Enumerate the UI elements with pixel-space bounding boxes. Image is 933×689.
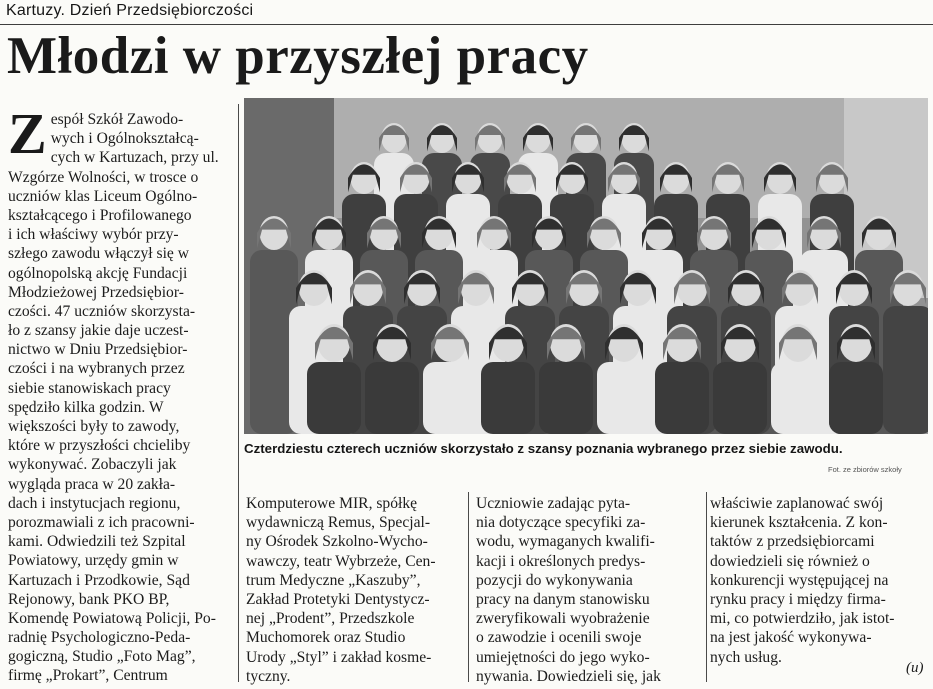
text-line: kierunek kształcenia. Z kon- — [710, 514, 888, 532]
text-line: umiejętności do jego wyko- — [476, 648, 650, 666]
column-1-text — [8, 101, 236, 686]
text-line: cych w Kartuzach, przy ul. — [50, 149, 219, 167]
text-line: Uczniowie zadając pyta- — [476, 495, 631, 512]
photo-overlay — [244, 98, 928, 434]
author-signature: (u) — [906, 660, 924, 676]
text-line: wodu, wymaganych kwalifi- — [476, 533, 655, 551]
text-line: Kartuzach i Przodkowie, Sąd — [8, 571, 190, 589]
text-line: Wzgórze Wolności, w trosce o — [8, 168, 199, 186]
photo-credit: Fot. ze zbiorów szkoły — [828, 465, 902, 474]
text-line: gogiczną, Studio „Foto Mag”, — [8, 648, 196, 666]
text-line: Komendę Powiatową Policji, Po- — [8, 609, 216, 627]
text-line: na jest jakość wykonywa- — [710, 629, 872, 647]
text-line: nywania. Dowiedzieli się, jak — [476, 667, 661, 685]
text-line: Rejonowy, bank PKO BP, — [8, 590, 170, 608]
article-column-2 — [246, 494, 460, 686]
photo-caption: Czterdziestu czterech uczniów skorzystało z szansy poznania wybranego przez siebie zawodu. — [244, 441, 843, 456]
text-line: uczniów klas Liceum Ogólno- — [8, 187, 198, 205]
text-line: ło z szansy jakie daje uczest- — [8, 322, 189, 340]
headline: Młodzi w przyszłej pracy — [7, 27, 589, 85]
text-line: o zawodzie i ocenili swoje — [476, 629, 642, 647]
top-rule — [0, 24, 933, 25]
text-line: wykonywać. Zobaczyli jak — [8, 456, 177, 474]
text-line: Młodzieżowej Przedsiębior- — [8, 283, 184, 301]
text-line: wych i Ogólnokształcą- — [50, 130, 199, 148]
column-divider-2 — [468, 492, 469, 682]
text-line: właściwie zaplanować swój — [710, 495, 884, 512]
text-line: Komputerowe MIR, spółkę — [246, 495, 418, 512]
article-column-3 — [476, 494, 704, 686]
text-line: dach i instytucjach regionu, — [8, 494, 181, 512]
text-line: Urody „Styl” i zakład kosme- — [246, 648, 432, 666]
text-line: ogólnopolską akcję Fundacji — [8, 264, 188, 282]
text-line: kształcącego i Profilowanego — [8, 206, 192, 224]
article-column-1 — [8, 101, 236, 686]
text-line: trum Medyczne „Kaszuby”, — [246, 571, 421, 589]
text-line: siebie stanowiskach pracy — [8, 379, 171, 397]
text-line: nych usług. — [710, 648, 782, 666]
group-photo — [244, 98, 928, 434]
text-line: taktów z przedsiębiorcami — [710, 533, 875, 551]
text-line: pozycji do wykonywania — [476, 571, 633, 589]
text-line: które w przyszłości chcieliby — [8, 437, 191, 455]
text-line: Zakład Protetyki Dentystycz- — [246, 590, 430, 608]
column-divider-1 — [238, 104, 239, 682]
text-line: Powiatowy, urzędy gmin w — [8, 552, 179, 570]
text-line: wawczy, teatr Wybrzeże, Cen- — [246, 552, 436, 570]
text-line: większości były to zawody, — [8, 418, 180, 435]
text-line: nej „Prodent”, Przedszkole — [246, 610, 415, 628]
group-photo-image — [244, 98, 928, 434]
text-line: porozmawiali z ich pracowni- — [8, 513, 195, 531]
text-line: zweryfikowali wyobrażenie — [476, 610, 650, 628]
dropcap: Z — [8, 101, 47, 166]
text-line: szłego zawodu włączył się w — [8, 245, 189, 263]
text-line: rynku pracy i między firma- — [710, 590, 886, 608]
text-line: wygląda praca w 20 zakła- — [8, 475, 176, 493]
text-line: kami. Odwiedzili też Szpital — [8, 533, 186, 551]
text-line: radnię Psychologiczno-Peda- — [8, 629, 191, 647]
text-line: i ich właściwy wybór przy- — [8, 226, 179, 244]
column-divider-3 — [706, 492, 707, 682]
text-line: tyczny. — [246, 667, 291, 685]
text-line: pracy na danym stanowisku — [476, 590, 650, 608]
text-line: nia dotyczące specyfiki za- — [476, 514, 646, 532]
section-label: Kartuzy. Dzień Przedsiębiorczości — [6, 2, 254, 19]
text-line: wydawniczą Remus, Specjal- — [246, 514, 431, 532]
text-line: Muchomorek oraz Studio — [246, 629, 406, 647]
text-line: ny Ośrodek Szkolno-Wycho- — [246, 533, 428, 551]
text-line: czości. 47 uczniów skorzysta- — [8, 302, 196, 320]
text-line: czości i na wybranych przez — [8, 360, 185, 378]
text-line: dowiedzieli się również o — [710, 552, 870, 570]
text-line: kacji i określonych predys- — [476, 552, 646, 570]
text-line: mi, co potwierdziło, jak istot- — [710, 610, 895, 628]
text-line: konkurencji występującej na — [710, 571, 889, 589]
text-line: espół Szkół Zawodo- — [50, 111, 184, 128]
article-column-4 — [710, 494, 928, 667]
text-line: spędziło kilka godzin. W — [8, 398, 164, 416]
text-line: firmę „Prokart”, Centrum — [8, 667, 168, 685]
text-line: nictwo w Dniu Przedsiębior- — [8, 341, 188, 359]
